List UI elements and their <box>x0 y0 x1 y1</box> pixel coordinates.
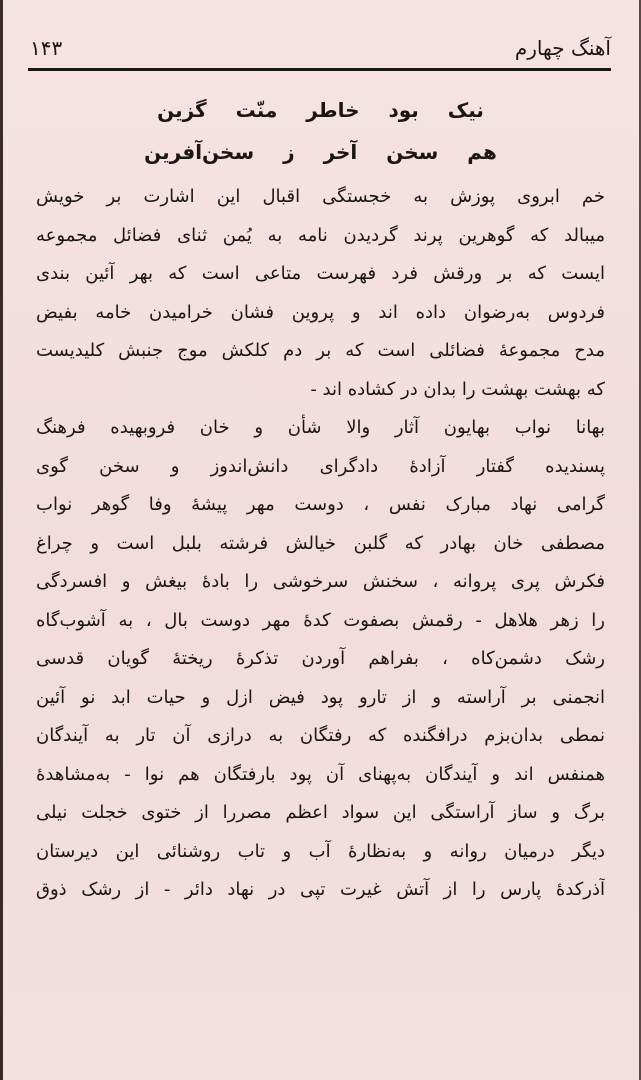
text-line: مدح مجموعهٔ فضائلی است که بر دم کلکش موج جنبش کلیدیست <box>36 340 605 361</box>
header-rule <box>28 68 611 71</box>
text-line: میبالد که گوهرین پرند گردیدن نامه به یُمن ثنای فضائل مجموعه <box>36 224 605 246</box>
text-line: آذرکدهٔ پارس را از آتش غیرت تپی در نهاد دائر - از رشک ذوق <box>36 879 605 900</box>
text-line: مصطفی خان بهادر که گلبن خیالش فرشته بلبل است و چراغ <box>36 532 605 554</box>
body-text <box>36 178 605 910</box>
verse-line-2: هم سخن آخر ز سخن‌آفرین <box>144 140 497 164</box>
text-line: همنفس اند و آیندگان به‌پهنای آن پود بارفتگان هم نوا - به‌مشاهدهٔ <box>36 763 605 785</box>
text-line: گرامی نهاد مبارک نفس ، دوست مهر پیشهٔ وفا گوهر نواب <box>36 494 605 515</box>
text-line: که بهشت بهشت را بدان در کشاده اند - <box>310 378 605 400</box>
verse-line-1: نیک بود خاطر منّت گزین <box>157 98 484 122</box>
text-line: انجمنی بر آراسته و از تارو پود فیض ازل و حیات ابد نو آئین <box>36 686 605 708</box>
text-line: رشک دشمن‌کاه ، بفراهم آوردن تذکرهٔ ریختهٔ گویان قدسی <box>36 648 605 669</box>
text-line: را زهر هلاهل - رقمش بصفوت کدهٔ مهر دوست بال ، به آشوب‌گاه <box>36 609 605 631</box>
chapter-title: آهنگ چهارم <box>514 36 611 60</box>
text-line: دیگر درمیان روانه و به‌نظارهٔ آب و تاب روشنائی این دیرستان <box>36 840 605 862</box>
text-line: پسندیده گفتار آزادهٔ دادگرای دانش‌اندوز و سخن گوی <box>36 455 605 477</box>
page-number: ۱۴۳ <box>30 36 63 60</box>
running-header <box>30 30 611 66</box>
text-line: فردوس به‌رضوان داده اند و پروین فشان خرامیدن خامه بفیض <box>36 301 605 323</box>
text-line: نمطی بدان‌بزم درافگنده که رفتگان به درازی آن تار به آیندگان <box>36 725 605 746</box>
text-line: بهانا نواب بهایون آثار والا شأن و خان فروبهیده فرهنگ <box>36 417 605 438</box>
text-line: خم ابروی پوزش به خجستگی اقبال این اشارت بر خویش <box>36 186 605 207</box>
text-line: ایست که بر ورقش فرد فهرست متاعی است که بهر آئین بندی <box>36 263 605 284</box>
text-line: برگ و ساز آراستگی این سواد اعظم مصررا از ختوی خجلت نیلی <box>36 802 605 823</box>
text-line: فکرش پری پروانه ، سخنش سرخوشی را بادهٔ بیغش و افسردگی <box>36 571 605 592</box>
